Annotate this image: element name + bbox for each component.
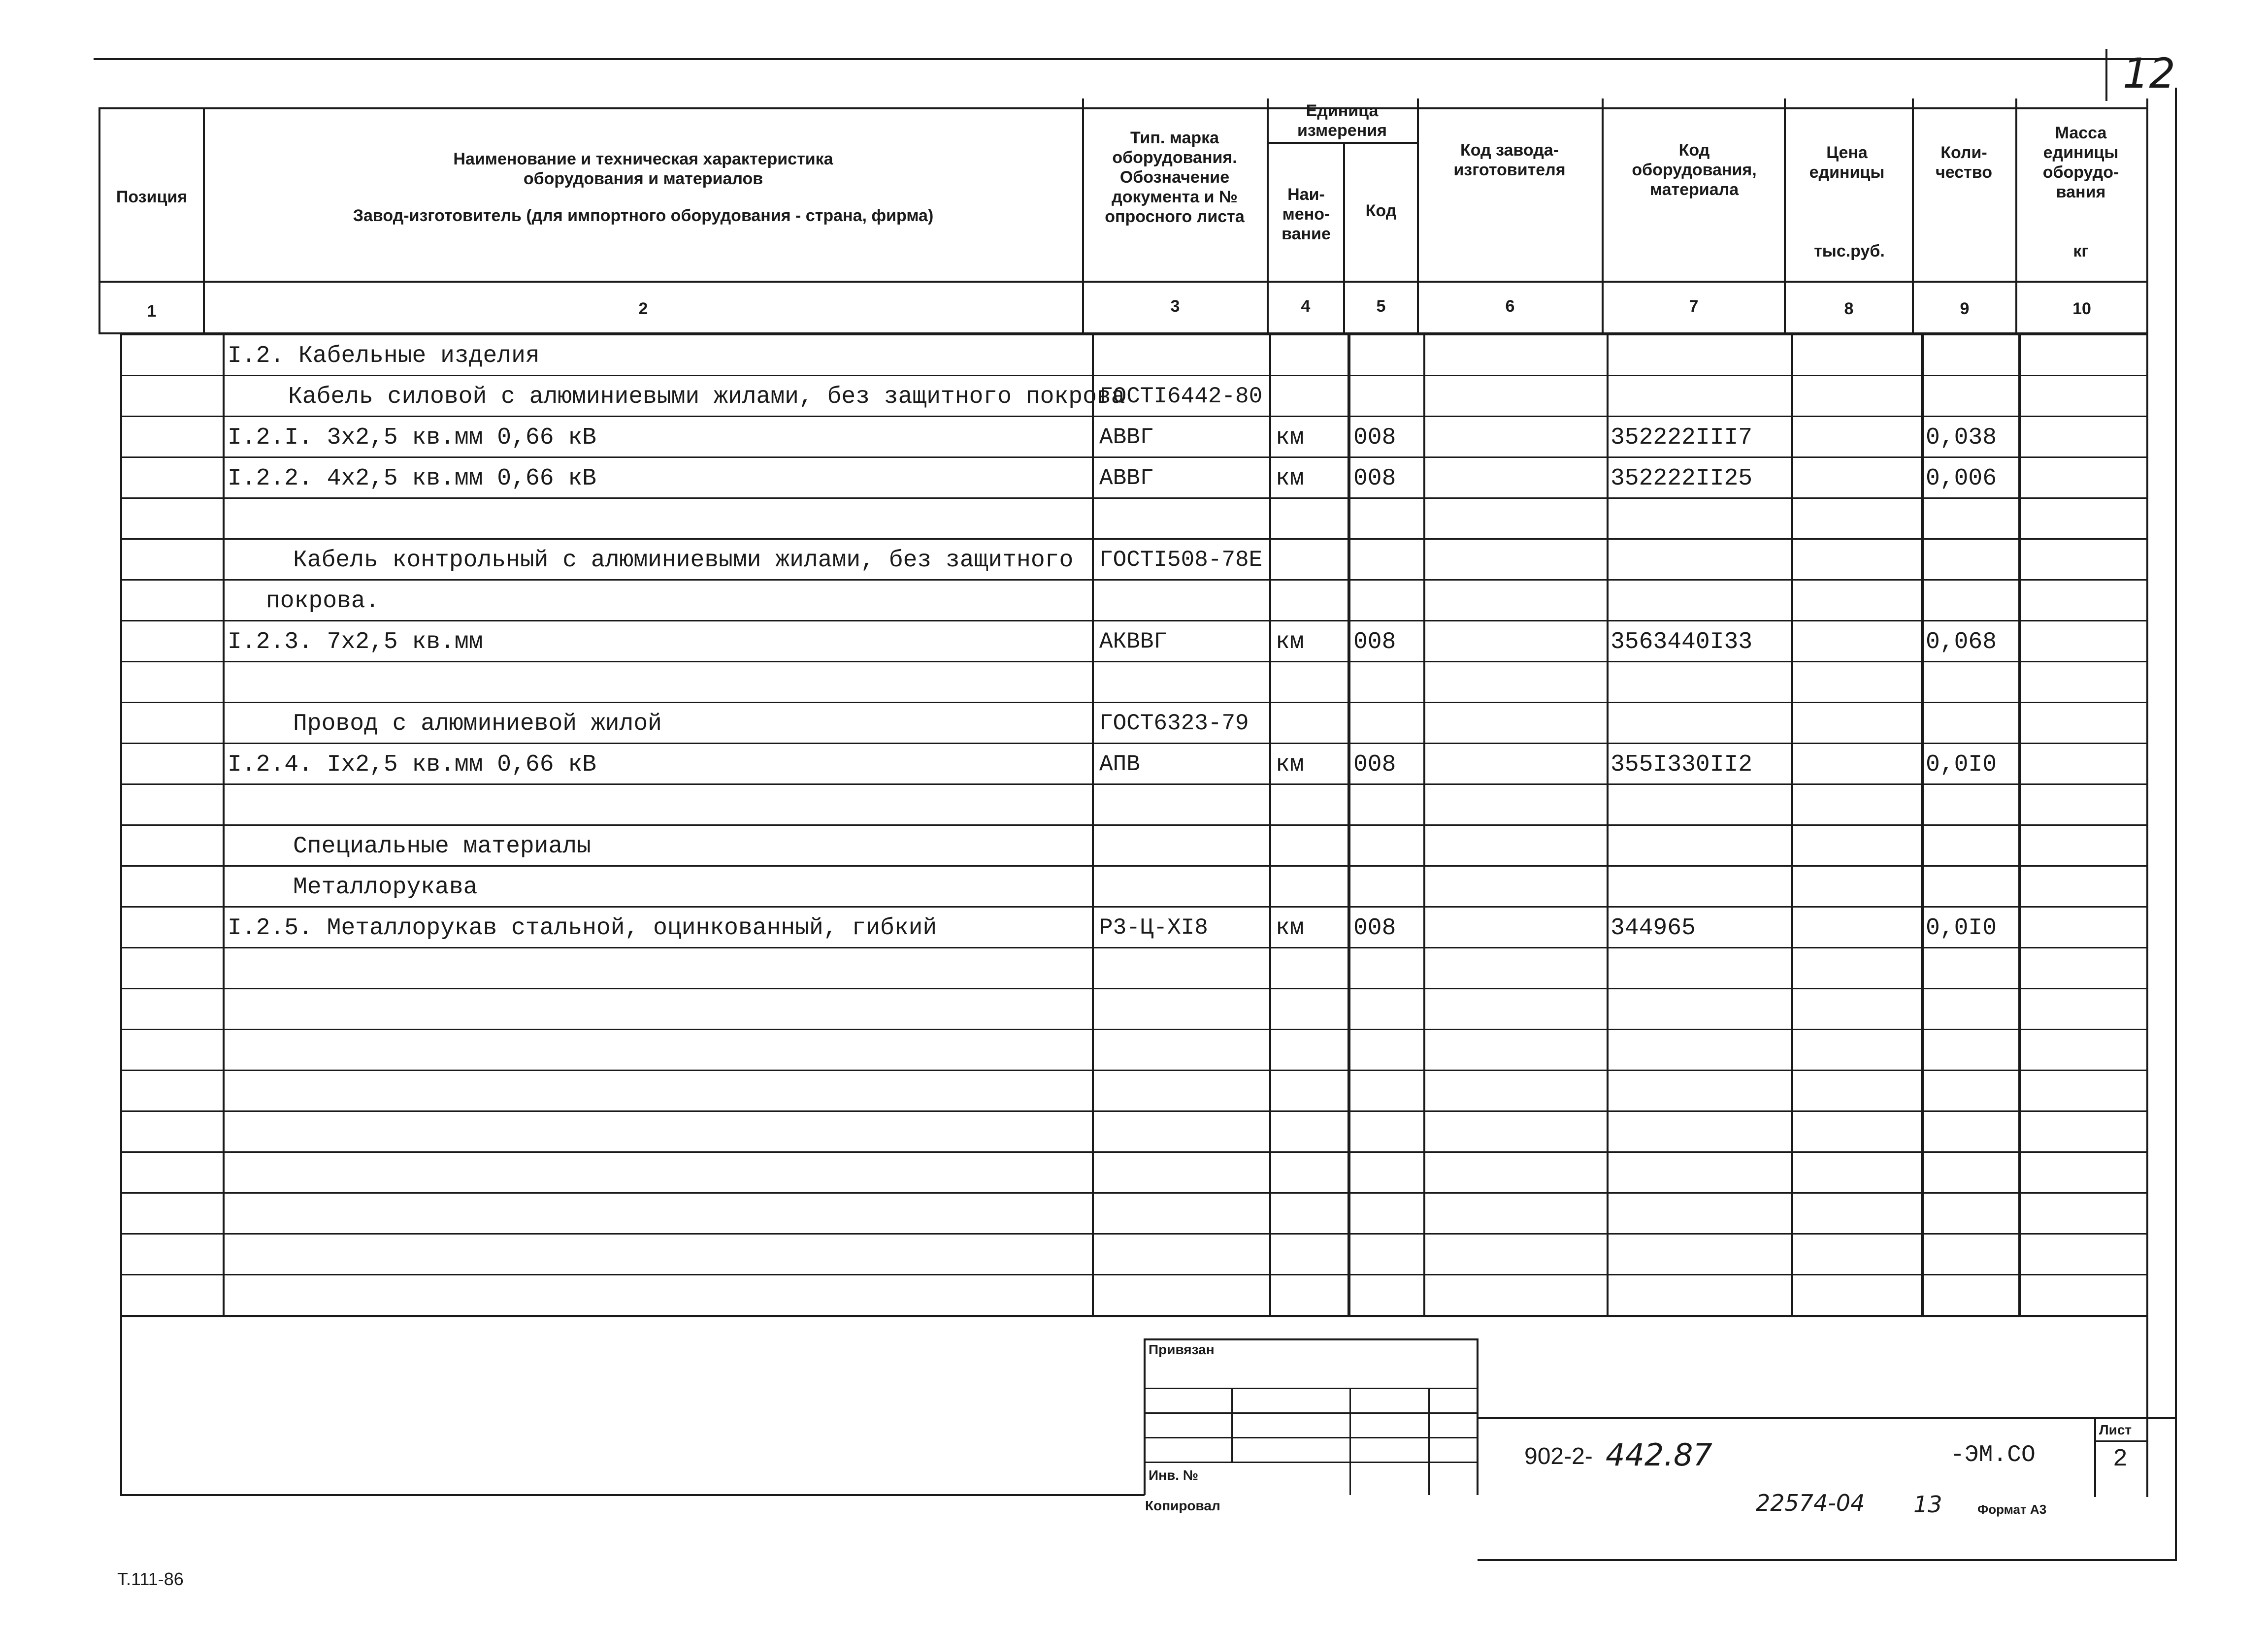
header-unit-price-unit: тыс.руб. [1814,242,1885,260]
cell-unit: км [1276,629,1304,655]
grid-row-line [120,702,2148,703]
header-type-mark: Тип. марка оборудования. Обозначение документа и № опросного листа [1105,129,1245,226]
grid-row-line [120,661,2148,662]
cell-mat-code: 3563440I33 [1611,629,1753,655]
cell-name: Кабель силовой с алюминиевыми жилами, без защитного покрова [288,384,1125,410]
top-frame-line [94,58,2166,60]
cell-name: I.2.I. 3х2,5 кв.мм 0,66 кВ [228,424,596,451]
cell-code: 008 [1353,751,1396,778]
grid-row-line [120,375,2148,376]
cell-code: 008 [1353,629,1396,655]
header-unit-price: Цена единицы [1809,143,1885,182]
header-manufacturer-code: Код завода- изготовителя [1453,141,1566,179]
stamp-privyazan: Привязан [1149,1342,1215,1357]
header-mass: Масса единицы оборудо- вания [2042,124,2119,201]
cell-unit: км [1276,751,1304,778]
archive-sheet: 13 [1913,1491,1942,1518]
cell-mat-code: 344965 [1611,915,1696,942]
cell-name: Металлорукава [293,874,478,901]
grid-row-line [120,865,2148,867]
grid-row-line [120,1315,2148,1317]
grid-row-line [120,947,2148,948]
cell-qty: 0,006 [1926,465,1997,492]
grid-row-line [120,1151,2148,1153]
header-material-code: Код оборудования, материала [1632,141,1757,199]
grid-row-line [120,1110,2148,1112]
grid-row-line [120,334,2148,335]
cell-type: Р3-Ц-ХI8 [1099,915,1208,941]
cell-qty: 0,0I0 [1926,915,1997,942]
cell-unit: км [1276,424,1304,451]
paper-format: Формат А3 [1977,1502,2047,1517]
grid-row-line [120,456,2148,458]
cell-name: Кабель контрольный с алюминиевыми жилами, без защитного [293,547,1074,574]
cell-mat-code: 355I330II2 [1611,751,1753,778]
grid-row-line [120,1029,2148,1030]
grid-row-line [120,416,2148,417]
grid-row-line [120,538,2148,540]
cell-type: ГОСТI6442-80 [1099,384,1263,409]
cell-name: покрова. [266,588,380,615]
grid-row-line [120,1233,2148,1235]
cell-name: I.2.2. 4х2,5 кв.мм 0,66 кВ [228,465,596,492]
header-position: Позиция [116,188,188,206]
table-bottom-line [120,1494,1145,1496]
frame-right-edge [2175,88,2177,1560]
cell-code: 008 [1353,465,1396,492]
cell-qty: 0,038 [1926,424,1997,451]
header-unit-group-label: Единица измерения [1297,101,1387,140]
grid-row-line [120,824,2148,826]
page-number: 12 [2123,49,2175,98]
sheet-number: 2 [2113,1445,2128,1473]
grid-row-line [120,620,2148,621]
cell-qty: 0,0I0 [1926,751,1997,778]
cell-type: АПВ [1099,751,1140,777]
grid-row-line [120,579,2148,581]
stamp-inventory-number: Инв. № [1149,1467,1199,1483]
cell-name: I.2.4. Iх2,5 кв.мм 0,66 кВ [228,751,596,778]
frame-bottom-edge [1478,1559,2177,1561]
cell-unit: км [1276,465,1304,492]
header-name-line1: Наименование и техническая характеристика [453,150,833,168]
header-quantity: Коли- чество [1936,143,1992,182]
cell-code: 008 [1353,424,1396,451]
header-name-line2: оборудования и материалов [523,169,763,188]
document-suffix: -ЭМ.СО [1950,1442,2036,1468]
cell-name: I.2.5. Металлорукав стальной, оцинкованный, гибкий [228,915,937,942]
cell-mat-code: 352222II25 [1611,465,1753,492]
cell-mat-code: 352222III7 [1611,424,1753,451]
grid-left-edge [120,1315,122,1495]
grid-row-line [120,1192,2148,1194]
page-number-box-left [2105,49,2107,101]
header-mass-unit: кг [2073,242,2089,260]
sheet-label: Лист [2099,1422,2132,1437]
cell-name: I.2. Кабельные изделия [228,343,540,369]
document-number: 442.87 [1606,1437,1712,1473]
cell-code: 008 [1353,915,1396,942]
grid-row-line [120,1274,2148,1275]
document-prefix: 902-2- [1524,1443,1593,1469]
header-unit-code: Код [1365,201,1397,220]
grid-row-line [120,1070,2148,1071]
grid-row-line [120,988,2148,989]
cell-type: ГОСТ6323-79 [1099,711,1249,736]
cell-type: АВВГ [1099,424,1154,450]
grid-row-line [120,743,2148,744]
cell-name: Специальные материалы [293,833,591,860]
grid-row-line [120,906,2148,908]
grid-row-line [120,497,2148,499]
cell-unit: км [1276,915,1304,942]
cell-name: Провод с алюминиевой жилой [293,711,662,737]
cell-type: АВВГ [1099,465,1154,491]
form-code: Т.111-86 [117,1569,184,1589]
stamp-kopiroval: Копировал [1145,1498,1220,1513]
grid-row-line [120,783,2148,785]
cell-type: ГОСТI508-78Е [1099,547,1263,573]
archive-number: 22574-04 [1756,1490,1865,1516]
cell-name: I.2.3. 7х2,5 кв.мм [228,629,483,655]
header-unit-name: Наи- мено- вание [1282,185,1331,243]
cell-qty: 0,068 [1926,629,1997,655]
cell-type: АКВВГ [1099,629,1168,654]
header-name-line3: Завод-изготовитель (для импортного оборудования - страна, фирма) [353,206,934,225]
